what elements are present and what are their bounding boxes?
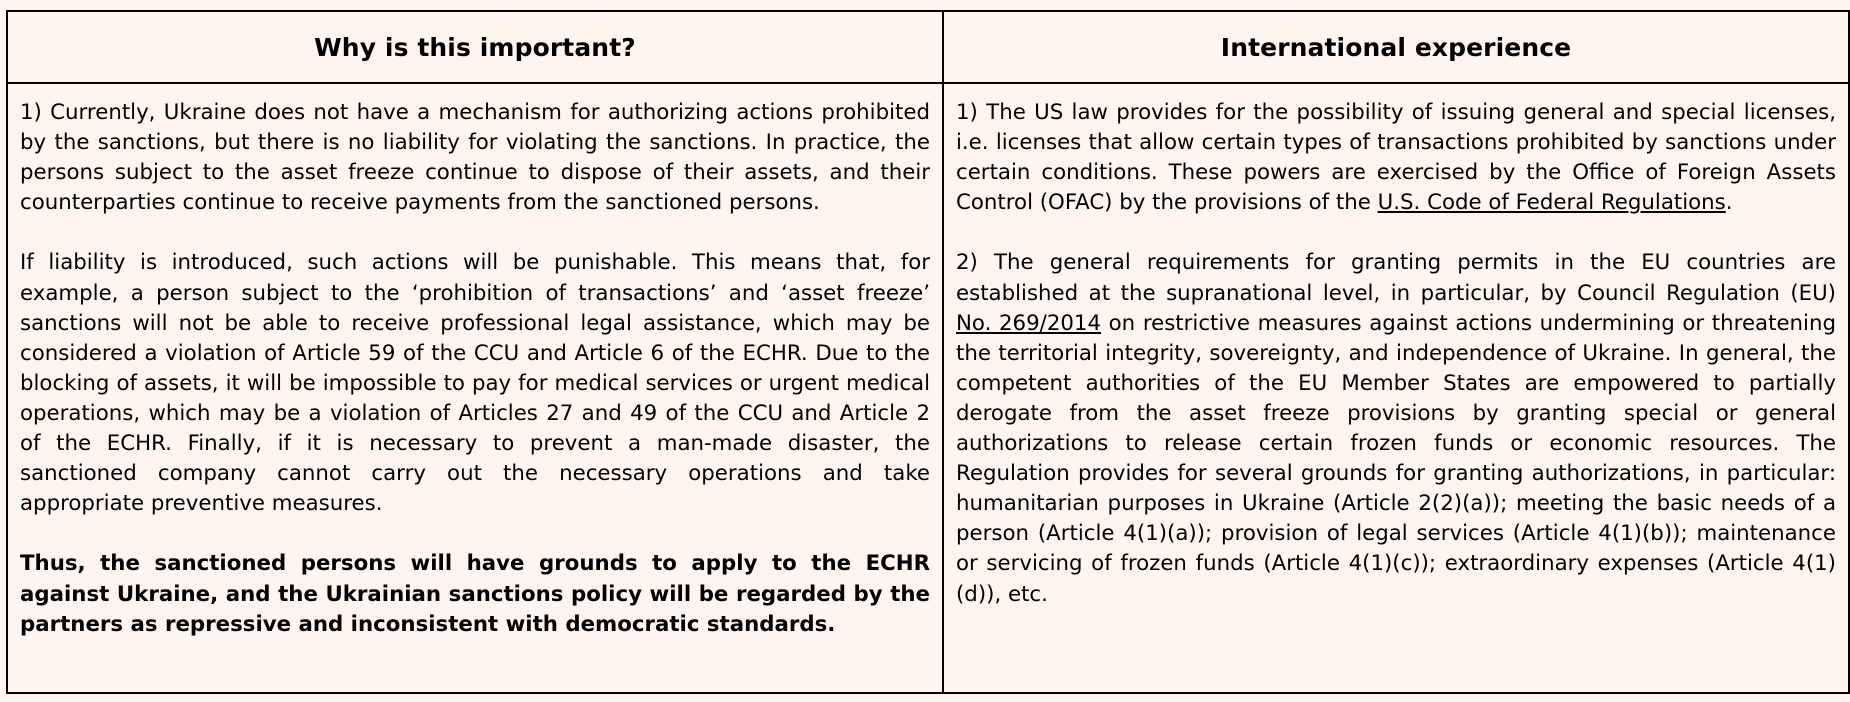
regulation-269-link[interactable]: No. 269/2014 [956, 310, 1102, 336]
left-paragraph-1: 1) Currently, Ukraine does not have a mechanism for authorizing actions prohibited by the sanctions, but there is no liability for violating the sanctions. In practice, the persons subject to the asset freeze continue to dispose of their assets, and their counterparties continue to receive payments from the sanctioned persons. [20, 100, 930, 216]
right-paragraph-2-rest: on restrictive measures against actions undermining or threatening the territorial integrity, sovereignty, and independence of Ukraine. In general, the competent authorities of the EU Member States are empowered to partially derogate from the asset freeze provisions by granting special or general authorizations to release certain frozen funds or economic resources. The Regulation provides for several grounds for granting authorizations, in particular: humanitarian purposes in Ukraine (Article 2(2)(a)); meeting the basic needs of a person (Article 4(1)(a)); provision of legal services (Article 4(1)(b)); maintenance or servicing of frozen funds (Article 4(1)(c)); extraordinary expenses (Article 4(1)(d)), etc. [956, 310, 1836, 607]
left-column-body [8, 84, 944, 692]
header-why-important [8, 12, 944, 84]
header-international-experience [944, 12, 1848, 84]
right-paragraph-1 [956, 98, 1836, 218]
us-code-link[interactable]: U.S. Code of Federal Regulations [1377, 190, 1726, 216]
left-paragraph-conclusion: Thus, the sanctioned persons will have grounds to apply to the ECHR against Ukraine, and the Ukrainian sanctions policy will be regarded by the partners as repressive and inconsistent with democratic standards. [20, 551, 930, 637]
comparison-table [6, 10, 1850, 694]
right-paragraph-2 [956, 248, 1836, 609]
right-paragraph-1-text: 1) The US law provides for the possibility of issuing general and special licenses, i.e. licenses that allow certain types of transactions prohibited by sanctions under certain conditions. These powers are exercised by the Office of Foreign Assets Control (OFAC) by the provisions of the [956, 100, 1836, 216]
right-paragraph-1-end: . [1725, 190, 1733, 216]
header-international-experience-label: International experience [1220, 32, 1572, 62]
header-why-important-label: Why is this important? [314, 32, 636, 62]
right-paragraph-2-text: 2) The general requirements for granting permits in the EU countries are established at the supranational level, in particular, by Council Regulation (EU) [956, 250, 1836, 306]
left-paragraph-2: If liability is introduced, such actions will be punishable. This means that, for example, a person subject to the ‘prohibition of transactions’ and ‘asset freeze’ sanctions will not be able to receive professional legal assistance, which may be considered a violation of Article 59 of the CCU and Article 6 of the ECHR. Due to the blocking of assets, it will be impossible to pay for medical services or urgent medical operations, which may be a violation of Articles 27 and 49 of the CCU and Article 2 of the ECHR. Finally, if it is necessary to prevent a man-made disaster, the sanctioned company cannot carry out the necessary operations and take appropriate preventive measures. [20, 250, 930, 517]
right-column-body [944, 84, 1848, 692]
